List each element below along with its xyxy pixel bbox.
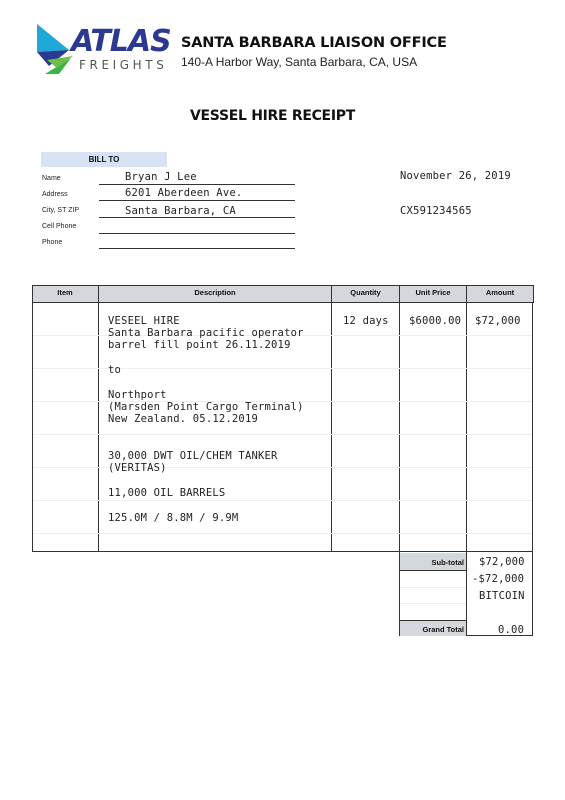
totals-divider <box>466 552 467 636</box>
receipt-reference: CX591234565 <box>400 205 472 217</box>
description-line: (Marsden Point Cargo Terminal) <box>108 401 304 413</box>
address-underline <box>99 200 295 201</box>
address-label: Address <box>42 191 68 198</box>
row-line <box>33 533 532 534</box>
deduction-value: -$72,000 <box>472 573 525 585</box>
header-item: Item <box>57 288 73 297</box>
name-underline <box>99 184 295 185</box>
grand-total-value: 0.00 <box>498 624 525 636</box>
description-line: (VERITAS) <box>108 462 167 474</box>
name-label: Name <box>42 175 61 182</box>
header-quantity: Quantity <box>350 288 381 297</box>
totals-row-line <box>400 587 466 588</box>
cell-phone-underline <box>99 233 295 234</box>
description-line: New Zealand. 05.12.2019 <box>108 413 258 425</box>
cell-phone-label: Cell Phone <box>42 223 77 230</box>
city-value: Santa Barbara, CA <box>125 205 236 217</box>
logo-subtext: FREIGHTS <box>79 58 168 72</box>
quantity-value: 12 days <box>343 315 389 327</box>
company-logo <box>35 22 171 78</box>
unit-price-value: $6000.00 <box>409 315 462 327</box>
company-address: 140-A Harbor Way, Santa Barbara, CA, USA <box>181 55 418 69</box>
header-description: Description <box>194 288 236 297</box>
description-line: 125.0M / 8.8M / 9.9M <box>108 512 239 524</box>
description-line: Santa Barbara pacific operator <box>108 327 304 339</box>
row-line <box>33 500 532 501</box>
name-value: Bryan J Lee <box>125 171 197 183</box>
description-line: VESEEL HIRE <box>108 315 180 327</box>
company-name: SANTA BARBARA LIAISON OFFICE <box>181 35 447 51</box>
amount-value: $72,000 <box>475 315 521 327</box>
description-line: 30,000 DWT OIL/CHEM TANKER <box>108 450 278 462</box>
phone-label: Phone <box>42 239 63 246</box>
city-underline <box>99 217 295 218</box>
payment-method: BITCOIN <box>479 590 525 602</box>
header-amount: Amount <box>485 288 515 297</box>
row-line <box>33 434 532 435</box>
header-unit-price: Unit Price <box>415 288 451 297</box>
description-line: Northport <box>108 389 167 401</box>
grand-total-label: Grand Total <box>422 625 464 634</box>
document-title: VESSEL HIRE RECEIPT <box>190 108 355 124</box>
receipt-date: November 26, 2019 <box>400 170 511 182</box>
logo-wordmark: ATLAS <box>71 24 171 59</box>
col-divider-1 <box>98 285 99 552</box>
col-divider-3 <box>399 285 400 552</box>
phone-underline <box>99 248 295 249</box>
address-value: 6201 Aberdeen Ave. <box>125 187 243 199</box>
col-divider-2 <box>331 285 332 552</box>
totals-row-line <box>400 603 466 604</box>
description-line: barrel fill point 26.11.2019 <box>108 339 291 351</box>
subtotal-value: $72,000 <box>479 556 525 568</box>
subtotal-label: Sub-total <box>431 558 464 567</box>
description-line: 11,000 OIL BARRELS <box>108 487 226 499</box>
city-label: City, ST ZIP <box>42 207 80 214</box>
col-divider-4 <box>466 285 467 552</box>
bill-to-header: BILL TO <box>41 152 167 167</box>
description-line: to <box>108 364 122 376</box>
